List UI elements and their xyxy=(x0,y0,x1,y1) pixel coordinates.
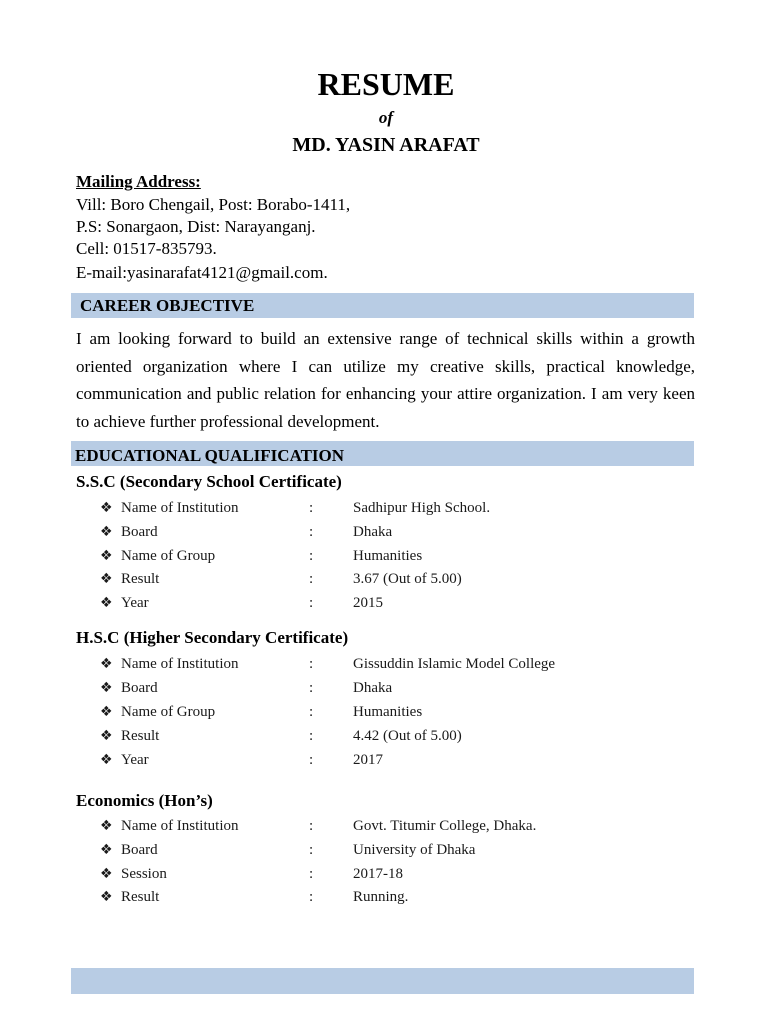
hons-row-board xyxy=(100,839,700,861)
row-colon: : xyxy=(309,524,314,540)
row-label: Year xyxy=(121,595,149,611)
address-line: Vill: Boro Chengail, Post: Borabo-1411, xyxy=(76,195,351,214)
hons-row-session xyxy=(100,863,700,885)
row-value: Gissuddin Islamic Model College xyxy=(353,656,556,672)
row-colon: : xyxy=(309,752,314,768)
diamond-bullet-icon: ❖ xyxy=(100,656,113,672)
row-value: Dhaka xyxy=(353,524,393,540)
row-label: Result xyxy=(121,728,160,744)
candidate-name: MD. YASIN ARAFAT xyxy=(292,134,480,156)
hons-heading: Economics (Hon’s) xyxy=(76,791,213,810)
hons-row-result xyxy=(100,886,700,908)
hsc-row-result xyxy=(100,725,700,747)
row-label: Result xyxy=(121,889,160,905)
ssc-heading: S.S.C (Secondary School Certificate) xyxy=(76,472,342,491)
next-section-band xyxy=(71,968,694,994)
resume-of-label: of xyxy=(378,108,394,127)
row-colon: : xyxy=(309,680,314,696)
row-value: Humanities xyxy=(353,548,423,564)
row-colon: : xyxy=(309,704,314,720)
row-value: Sadhipur High School. xyxy=(353,500,491,516)
row-value: Running. xyxy=(353,889,409,905)
row-colon: : xyxy=(309,728,314,744)
row-label: Name of Institution xyxy=(121,656,239,672)
mailing-address-heading: Mailing Address: xyxy=(76,172,201,191)
career-objective-band xyxy=(71,293,694,318)
diamond-bullet-icon: ❖ xyxy=(100,524,113,540)
row-label: Board xyxy=(121,680,158,696)
row-label: Board xyxy=(121,842,158,858)
ssc-row-year xyxy=(100,592,700,614)
row-value: University of Dhaka xyxy=(353,842,476,858)
row-value: Dhaka xyxy=(353,680,393,696)
diamond-bullet-icon: ❖ xyxy=(100,548,113,564)
row-colon: : xyxy=(309,595,314,611)
row-colon: : xyxy=(309,842,314,858)
row-colon: : xyxy=(309,656,314,672)
diamond-bullet-icon: ❖ xyxy=(100,752,113,768)
row-label: Board xyxy=(121,524,158,540)
row-value: 3.67 (Out of 5.00) xyxy=(353,571,462,587)
row-value: 2017-18 xyxy=(353,866,403,882)
diamond-bullet-icon: ❖ xyxy=(100,866,113,882)
education-heading: EDUCATIONAL QUALIFICATION xyxy=(75,446,345,465)
hsc-row-board xyxy=(100,677,700,699)
diamond-bullet-icon: ❖ xyxy=(100,842,113,858)
row-value: 2015 xyxy=(353,595,383,611)
row-label: Session xyxy=(121,866,167,882)
row-colon: : xyxy=(309,866,314,882)
address-line: P.S: Sonargaon, Dist: Narayanganj. xyxy=(76,217,316,236)
ssc-row-result xyxy=(100,568,700,590)
education-band xyxy=(71,441,694,466)
row-colon: : xyxy=(309,548,314,564)
hsc-row-institution xyxy=(100,653,700,675)
diamond-bullet-icon: ❖ xyxy=(100,680,113,696)
ssc-row-institution xyxy=(100,497,700,519)
hsc-heading: H.S.C (Higher Secondary Certificate) xyxy=(76,628,349,647)
row-colon: : xyxy=(309,818,314,834)
hsc-row-group xyxy=(100,701,700,723)
diamond-bullet-icon: ❖ xyxy=(100,704,113,720)
diamond-bullet-icon: ❖ xyxy=(100,571,113,587)
row-value: Humanities xyxy=(353,704,423,720)
row-label: Name of Institution xyxy=(121,500,239,516)
row-label: Name of Group xyxy=(121,548,216,564)
resume-title: RESUME xyxy=(317,66,455,102)
diamond-bullet-icon: ❖ xyxy=(100,595,113,611)
ssc-row-group xyxy=(100,545,700,567)
row-label: Result xyxy=(121,571,160,587)
email-line: E-mail:yasinarafat4121@gmail.com. xyxy=(76,263,328,282)
hons-row-institution xyxy=(100,815,700,837)
row-value: 2017 xyxy=(353,752,383,768)
cell-line: Cell: 01517-835793. xyxy=(76,239,217,258)
row-label: Year xyxy=(121,752,149,768)
diamond-bullet-icon: ❖ xyxy=(100,818,113,834)
row-colon: : xyxy=(309,889,314,905)
ssc-row-board xyxy=(100,521,700,543)
career-objective-heading: CAREER OBJECTIVE xyxy=(80,296,255,315)
row-value: Govt. Titumir College, Dhaka. xyxy=(353,818,537,834)
row-colon: : xyxy=(309,500,314,516)
row-value: 4.42 (Out of 5.00) xyxy=(353,728,462,744)
diamond-bullet-icon: ❖ xyxy=(100,889,113,905)
diamond-bullet-icon: ❖ xyxy=(100,500,113,516)
row-label: Name of Group xyxy=(121,704,216,720)
row-colon: : xyxy=(309,571,314,587)
hsc-row-year xyxy=(100,749,700,771)
career-objective-text: I am looking forward to build an extensive range of technical skills within a growth oriented organization where I can utilize my creative skills, practical knowledge, communication and public relation for enhancing your attire organization. I am very keen to achieve further professional development. xyxy=(76,329,695,431)
row-label: Name of Institution xyxy=(121,818,239,834)
diamond-bullet-icon: ❖ xyxy=(100,728,113,744)
